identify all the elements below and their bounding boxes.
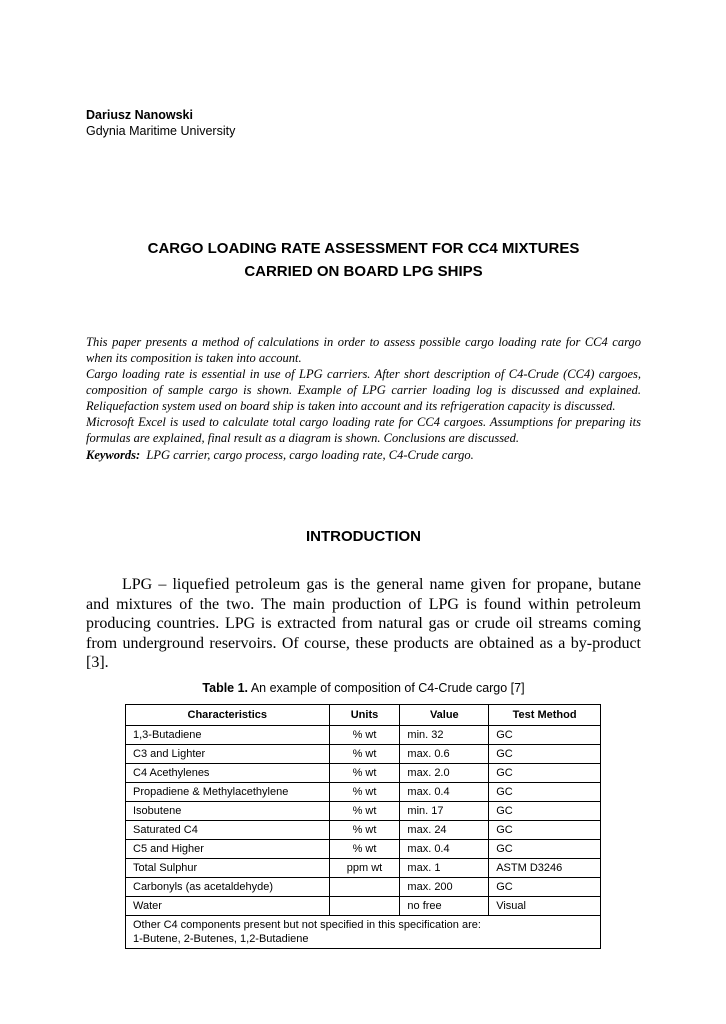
keywords-label: Keywords: — [86, 448, 141, 462]
table-cell: max. 0.4 — [400, 840, 489, 859]
table-cell: min. 32 — [400, 726, 489, 745]
table-row — [126, 726, 601, 745]
column-header: Value — [400, 705, 489, 726]
table-cell: max. 24 — [400, 821, 489, 840]
table-cell: max. 1 — [400, 859, 489, 878]
column-header: Characteristics — [126, 705, 330, 726]
table-note-row — [126, 916, 601, 949]
table-cell: max. 0.4 — [400, 783, 489, 802]
table-cell: % wt — [329, 821, 400, 840]
table-caption-label: Table 1. — [202, 681, 249, 695]
table-cell: Visual — [489, 897, 601, 916]
table-cell: Saturated C4 — [126, 821, 330, 840]
table-cell: % wt — [329, 783, 400, 802]
title-line-2: CARRIED ON BOARD LPG SHIPS — [244, 263, 483, 280]
table-cell: C3 and Lighter — [126, 745, 330, 764]
abstract-paragraph: Microsoft Excel is used to calculate total cargo loading rate for CC4 cargoes. Assumptions for preparing its formulas are explained, final result as a diagram is shown. Conclusions are discussed. — [86, 415, 641, 445]
table-cell: Propadiene & Methylacethylene — [126, 783, 330, 802]
table-cell: % wt — [329, 745, 400, 764]
table-row — [126, 859, 601, 878]
table-cell: max. 0.6 — [400, 745, 489, 764]
title-line-1: CARGO LOADING RATE ASSESSMENT FOR CC4 MIXTURES — [147, 240, 580, 257]
table-cell: % wt — [329, 726, 400, 745]
table-cell: 1,3-Butadiene — [126, 726, 330, 745]
composition-table — [125, 704, 601, 949]
table-cell: Carbonyls (as acetaldehyde) — [126, 878, 330, 897]
table-cell: ASTM D3246 — [489, 859, 601, 878]
table-row — [126, 764, 601, 783]
author-block — [86, 107, 235, 139]
table-cell: ppm wt — [329, 859, 400, 878]
table-note-line: Other C4 components present but not specified in this specification are: — [133, 919, 481, 931]
table-cell: Isobutene — [126, 802, 330, 821]
table-row — [126, 745, 601, 764]
table-cell: % wt — [329, 802, 400, 821]
table-cell: GC — [489, 878, 601, 897]
table-cell: GC — [489, 783, 601, 802]
table-cell — [329, 897, 400, 916]
table-cell: min. 17 — [400, 802, 489, 821]
table-caption-text: An example of composition of C4-Crude cargo [7] — [250, 681, 525, 695]
table-row — [126, 783, 601, 802]
table-header-row — [126, 705, 601, 726]
table-note-line: 1-Butene, 2-Butenes, 1,2-Butadiene — [133, 933, 309, 945]
abstract — [86, 334, 641, 463]
abstract-paragraph: This paper presents a method of calculations in order to assess possible cargo loading rate for CC4 cargo when its composition is taken into account. — [86, 335, 641, 365]
author-name: Dariusz Nanowski — [86, 108, 193, 122]
table-cell: Water — [126, 897, 330, 916]
table-caption — [86, 681, 641, 695]
table-row — [126, 802, 601, 821]
table-cell: GC — [489, 840, 601, 859]
column-header: Units — [329, 705, 400, 726]
table-cell: Total Sulphur — [126, 859, 330, 878]
paper-title — [86, 237, 641, 283]
table-cell: no free — [400, 897, 489, 916]
table-cell: max. 2.0 — [400, 764, 489, 783]
table-cell: % wt — [329, 764, 400, 783]
table-cell: GC — [489, 821, 601, 840]
table-row — [126, 878, 601, 897]
table-cell: max. 200 — [400, 878, 489, 897]
table-cell — [329, 878, 400, 897]
keywords-text: LPG carrier, cargo process, cargo loading rate, C4-Crude cargo. — [146, 448, 474, 462]
table-cell: GC — [489, 745, 601, 764]
table-cell: GC — [489, 802, 601, 821]
section-heading-introduction: INTRODUCTION — [306, 528, 421, 545]
table-row — [126, 821, 601, 840]
table-cell: GC — [489, 764, 601, 783]
column-header: Test Method — [489, 705, 601, 726]
introduction-paragraph: LPG – liquefied petroleum gas is the general name given for propane, butane and mixtures of the two. The main production of LPG is found within petroleum producing countries. LPG is extracted from natural gas or crude oil streams coming from underground reservoirs. Of course, these products are obtained as a by-product [3]. — [86, 576, 641, 671]
keywords — [86, 447, 641, 463]
table-cell: % wt — [329, 840, 400, 859]
table-note — [126, 916, 601, 949]
table-cell: C5 and Higher — [126, 840, 330, 859]
introduction-body — [86, 575, 641, 673]
table-row — [126, 897, 601, 916]
table-cell: C4 Acethylenes — [126, 764, 330, 783]
abstract-paragraph: Cargo loading rate is essential in use of LPG carriers. After short description of C4-Crude (CC4) cargoes, composition of sample cargo is shown. Example of LPG carrier loading log is discussed and explained. Reliquefaction system used on board ship is taken into account and its refrigeration capacity is discussed. — [86, 367, 641, 413]
author-affiliation: Gdynia Maritime University — [86, 124, 236, 138]
table-cell: GC — [489, 726, 601, 745]
table-row — [126, 840, 601, 859]
